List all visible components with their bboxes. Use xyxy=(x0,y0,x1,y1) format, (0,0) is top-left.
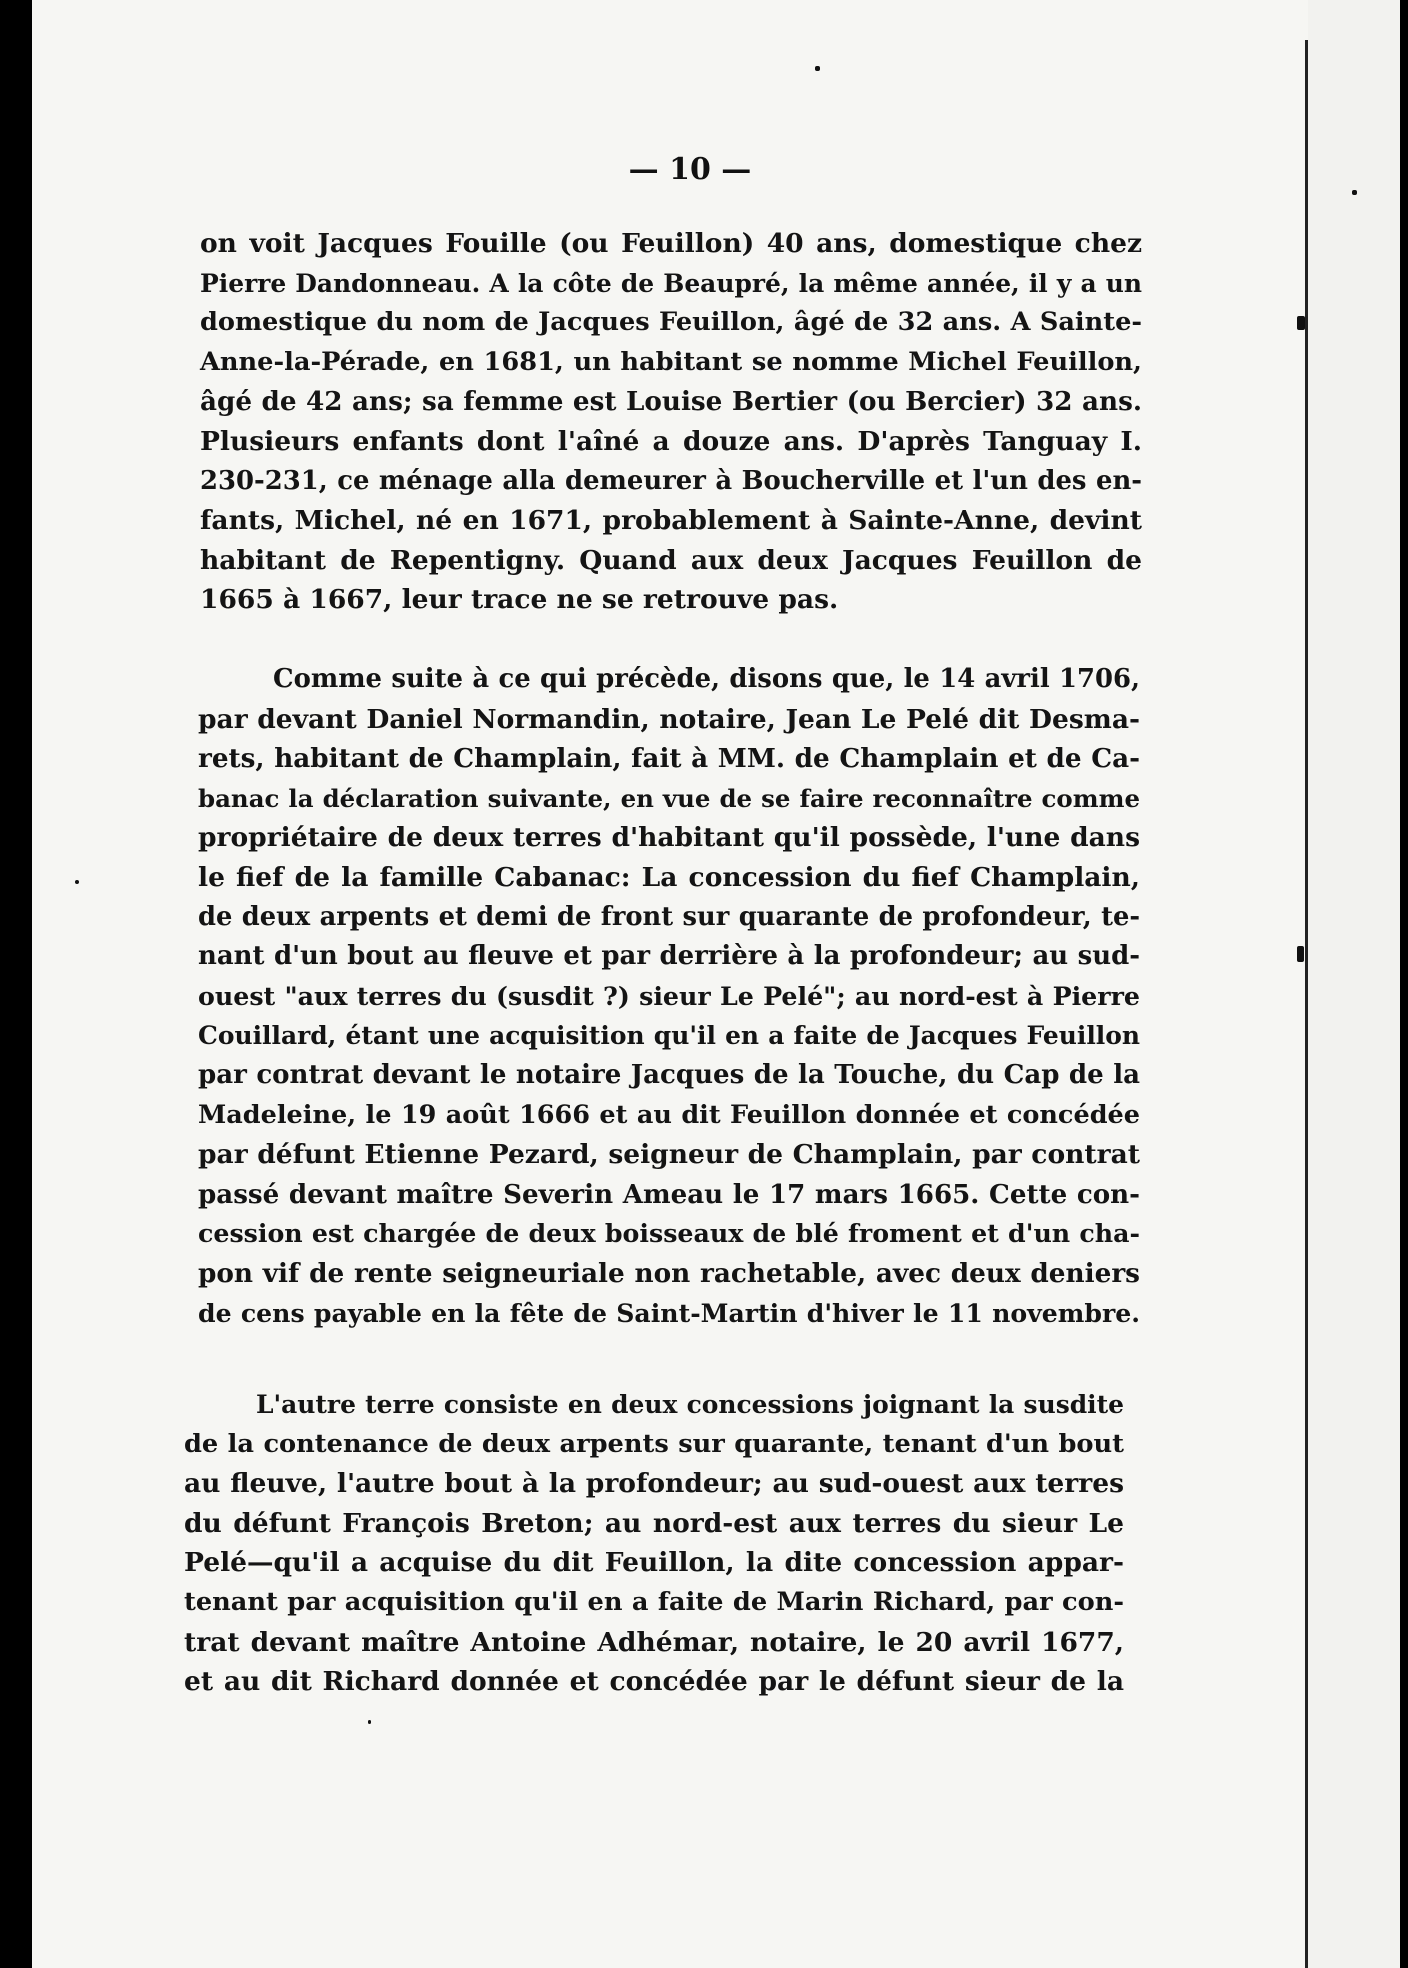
text-line: L'autre terre consiste en deux concessions joignant la susdite xyxy=(256,1390,1124,1419)
text-line: âgé de 42 ans; sa femme est Louise Bertier (ou Bercier) 32 ans. xyxy=(200,386,1142,418)
text-line: cession est chargée de deux boisseaux de blé froment et d'un cha- xyxy=(198,1218,1140,1249)
text-line: fants, Michel, né en 1671, probablement à Sainte-Anne, devint xyxy=(200,505,1142,537)
text-line: 230-231, ce ménage alla demeurer à Boucherville et l'un des en- xyxy=(200,465,1142,496)
page-number: — 10 — xyxy=(628,152,752,187)
text-line: passé devant maître Severin Ameau le 17 mars 1665. Cette con- xyxy=(198,1178,1140,1210)
paragraph-3 xyxy=(184,1385,1124,1702)
text-line: de deux arpents et demi de front sur quarante de profondeur, te- xyxy=(198,901,1140,932)
text-line: rets, habitant de Champlain, fait à MM. de Champlain et de Ca- xyxy=(198,743,1140,775)
text-line: par devant Daniel Normandin, notaire, Jean Le Pelé dit Desma- xyxy=(198,703,1140,735)
text-line: du défunt François Breton; au nord-est aux terres du sieur Le xyxy=(184,1507,1124,1539)
scan-speck xyxy=(1297,946,1304,962)
text-line: pon vif de rente seigneuriale non rachetable, avec deux deniers xyxy=(198,1257,1140,1289)
text-line: et au dit Richard donnée et concédée par le défunt sieur de la xyxy=(184,1666,1124,1698)
adjacent-page-edge xyxy=(1308,0,1400,1968)
text-line: Couillard, étant une acquisition qu'il en a faite de Jacques Feuillon xyxy=(198,1021,1140,1051)
scan-speck xyxy=(368,1720,371,1724)
text-line: tenant par acquisition qu'il en a faite de Marin Richard, par con- xyxy=(184,1586,1124,1617)
text-line: nant d'un bout au fleuve et par derrière à la profondeur; au sud- xyxy=(198,941,1140,972)
text-line: Comme suite à ce qui précède, disons que, le 14 avril 1706, xyxy=(273,664,1140,694)
text-line: Anne-la-Pérade, en 1681, un habitant se nomme Michel Feuillon, xyxy=(200,346,1142,377)
text-line: ouest "aux terres du (susdit ?) sieur Le Pelé"; au nord-est à Pierre xyxy=(198,980,1140,1011)
text-line: par contrat devant le notaire Jacques de la Touche, du Cap de la xyxy=(198,1059,1140,1090)
scan-speck xyxy=(1352,190,1357,195)
text-line: trat devant maître Antoine Adhémar, notaire, le 20 avril 1677, xyxy=(184,1626,1124,1658)
scan-speck xyxy=(75,880,79,884)
text-line: Pierre Dandonneau. A la côte de Beaupré, la même année, il y a un xyxy=(200,268,1142,298)
text-line: Plusieurs enfants dont l'aîné a douze ans. D'après Tanguay I. xyxy=(200,425,1142,457)
text-line: le fief de la famille Cabanac: La concession du fief Champlain, xyxy=(198,861,1140,893)
text-line: au fleuve, l'autre bout à la profondeur; au sud-ouest aux terres xyxy=(184,1468,1124,1500)
text-line: Madeleine, le 19 août 1666 et au dit Feuillon donnée et concédée xyxy=(198,1099,1140,1130)
text-line: propriétaire de deux terres d'habitant qu'il possède, l'une dans xyxy=(198,822,1140,854)
text-line: Pelé—qu'il a acquise du dit Feuillon, la dite concession appar- xyxy=(184,1547,1124,1579)
scan-speck xyxy=(815,66,820,71)
paragraph-1 xyxy=(200,224,1142,620)
text-line: de la contenance de deux arpents sur quarante, tenant d'un bout xyxy=(184,1428,1124,1459)
text-line: on voit Jacques Fouille (ou Feuillon) 40 ans, domestique chez xyxy=(200,228,1142,259)
text-line: par défunt Etienne Pezard, seigneur de Champlain, par contrat xyxy=(198,1139,1140,1171)
text-line: banac la déclaration suivante, en vue de se faire reconnaître comme xyxy=(198,783,1140,813)
text-line: de cens payable en la fête de Saint-Martin d'hiver le 11 novembre. xyxy=(198,1297,1140,1328)
text-line: habitant de Repentigny. Quand aux deux Jacques Feuillon de xyxy=(200,544,1142,576)
text-line: domestique du nom de Jacques Feuillon, âgé de 32 ans. A Sainte- xyxy=(200,307,1142,338)
scan-speck xyxy=(1297,316,1305,330)
paragraph-2 xyxy=(198,660,1140,1333)
text-line: 1665 à 1667, leur trace ne se retrouve pas. xyxy=(200,584,839,616)
